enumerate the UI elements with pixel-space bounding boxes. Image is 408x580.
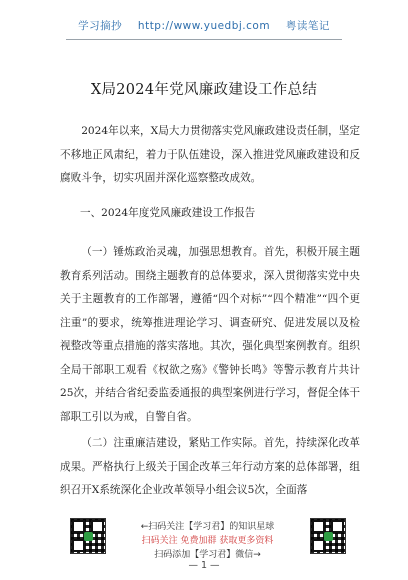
- qr-code-icon-left: [70, 518, 106, 554]
- page-header: [0, 18, 408, 33]
- header-url[interactable]: http://www.yuedbj.com: [137, 20, 271, 32]
- document-title: X局2024年党风廉政建设工作总结: [90, 82, 318, 98]
- paragraph-1: （一）锤炼政治灵魂，加强思想教育。首先，积极开展主题教育系列活动。围绕主题教育的总体要求，深入贯彻落实党中央关于主题教育的工作部署，遵循“四个对标”“四个精准”“四个更注重”的要求，统筹推进理论学习、调查研究、促进发展以及检视整改等重点措施的落实落地。其次，强化典型案例教育。组织全局干部职工观看《权欲之殇》《警钟长鸣》等警示教育片共计25次，并结合省纪委监委通报的典型案例进行学习，督促全体干部职工引以为戒，自警自省。: [60, 246, 360, 423]
- intro-paragraph: 2024年以来，X局大力贯彻落实党风廉政建设责任制，坚定不移地正风肃纪，着力于队伍建设，深入推进党风廉政建设和反腐败斗争，切实巩固并深化巡察整改成效。: [60, 125, 360, 184]
- promo-line-1: ←扫码关注【学习君】的知识星球: [140, 522, 275, 532]
- qr-code-icon-right: [310, 518, 346, 554]
- page-footer: [0, 518, 408, 578]
- section-heading: 一、2024年度党风廉政建设工作报告: [80, 207, 256, 219]
- header-divider: [66, 39, 342, 40]
- promo-line-2: 扫码关注 免费加群 获取更多资料: [141, 536, 274, 546]
- header-left: 学习摘抄: [78, 20, 123, 32]
- promo-line-3: 扫码添加【学习君】微信→: [154, 550, 261, 560]
- page-number: — 1 —: [188, 560, 220, 571]
- promo-text: [110, 520, 305, 562]
- header-right: 粤读笔记: [285, 20, 330, 32]
- paragraph-2: （二）注重廉洁建设，紧贴工作实际。首先，持续深化改革成果。严格执行上级关于国企改革三年行动方案的总体部署，组织召开X系统深化企业改革领导小组会议5次，全面落: [60, 437, 360, 496]
